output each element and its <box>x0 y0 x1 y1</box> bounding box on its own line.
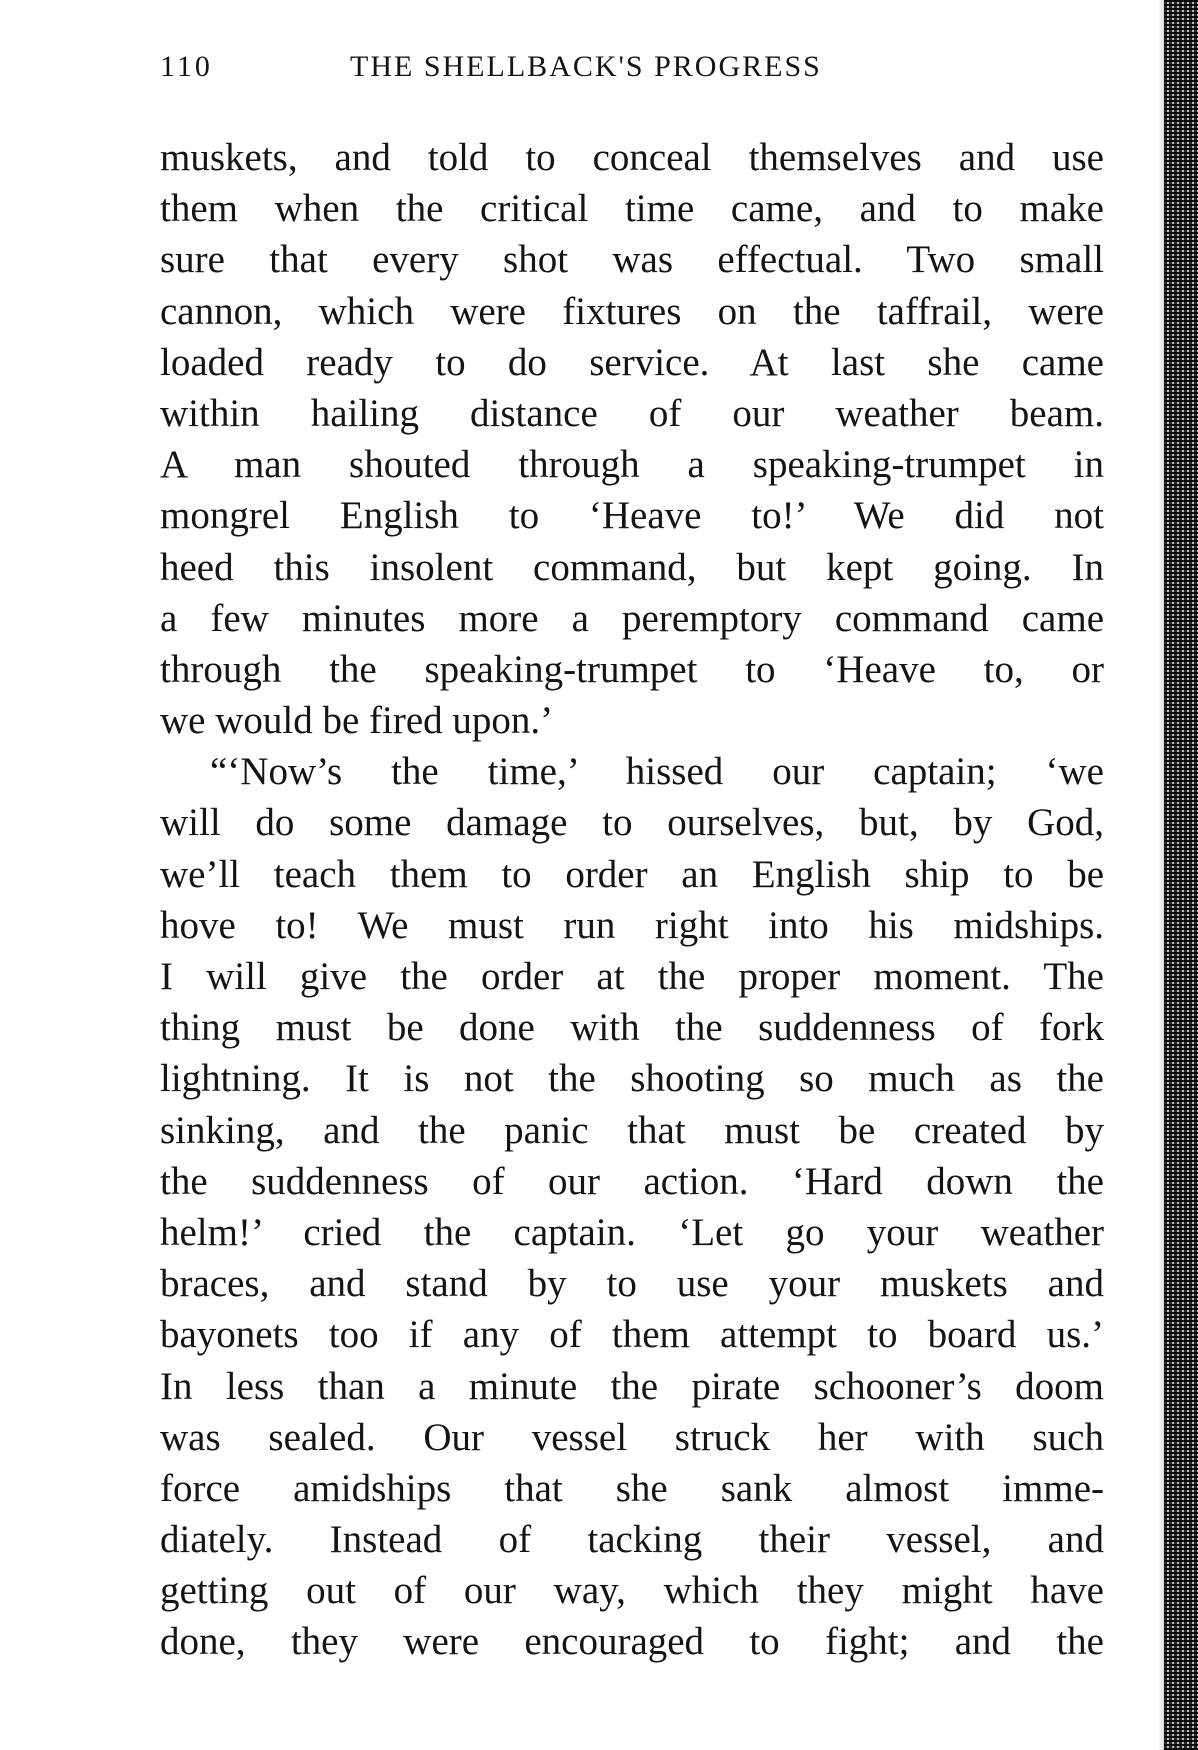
text-line: force amidships that she sank almost imme- <box>160 1466 1104 1510</box>
running-head <box>160 50 940 96</box>
text-line: thing must be done with the suddenness of fork <box>160 1006 1104 1050</box>
text-line: we’ll teach them to order an English ship to be <box>160 852 1104 896</box>
text-line: bayonets too if any of them attempt to board us.’ <box>160 1313 1104 1357</box>
text-line: a few minutes more a peremptory command came <box>160 596 1104 640</box>
text-line: muskets, and told to conceal themselves and use <box>160 136 1104 179</box>
book-title: THE SHELLBACK'S PROGRESS <box>350 50 822 83</box>
body-text <box>160 132 1104 1668</box>
text-line: will do some damage to ourselves, but, by God, <box>160 801 1104 845</box>
page-number: 110 <box>160 50 213 83</box>
text-line: helm!’ cried the captain. ‘Let go your weather <box>160 1210 1104 1254</box>
text-line: was sealed. Our vessel struck her with such <box>160 1415 1104 1459</box>
text-line: loaded ready to do service. At last she came <box>160 340 1104 384</box>
text-line: In less than a minute the pirate schooner’s doom <box>160 1364 1104 1408</box>
text-line: within hailing distance of our weather beam. <box>160 391 1104 435</box>
text-line: them when the critical time came, and to make <box>160 187 1104 231</box>
text-line: the suddenness of our action. ‘Hard down the <box>160 1159 1104 1203</box>
text-line: hove to! We must run right into his midships. <box>160 903 1104 947</box>
text-line: mongrel English to ‘Heave to!’ We did not <box>160 494 1104 538</box>
text-line: done, they were encouraged to fight; and the <box>160 1620 1104 1664</box>
text-line: cannon, which were fixtures on the taffrail, were <box>160 289 1104 333</box>
text-line: braces, and stand by to use your muskets and <box>160 1262 1104 1306</box>
text-line-paragraph-start: “‘Now’s the time,’ hissed our captain; ‘we <box>210 750 1104 794</box>
text-line: A man shouted through a speaking-trumpet in <box>160 443 1104 487</box>
text-line: getting out of our way, which they might have <box>160 1569 1104 1613</box>
text-line: diately. Instead of tacking their vessel, and <box>160 1518 1104 1562</box>
text-line: heed this insolent command, but kept going. In <box>160 545 1104 589</box>
text-line: sinking, and the panic that must be created by <box>160 1108 1104 1152</box>
text-line: sure that every shot was effectual. Two small <box>160 238 1104 282</box>
page-edge-texture <box>1164 0 1198 1750</box>
text-line: through the speaking-trumpet to ‘Heave to, or <box>160 647 1104 691</box>
text-line: lightning. It is not the shooting so much as the <box>160 1057 1104 1101</box>
text-line: I will give the order at the proper moment. The <box>160 955 1104 998</box>
text-line-paragraph-end: we would be fired upon.’ <box>160 699 554 743</box>
